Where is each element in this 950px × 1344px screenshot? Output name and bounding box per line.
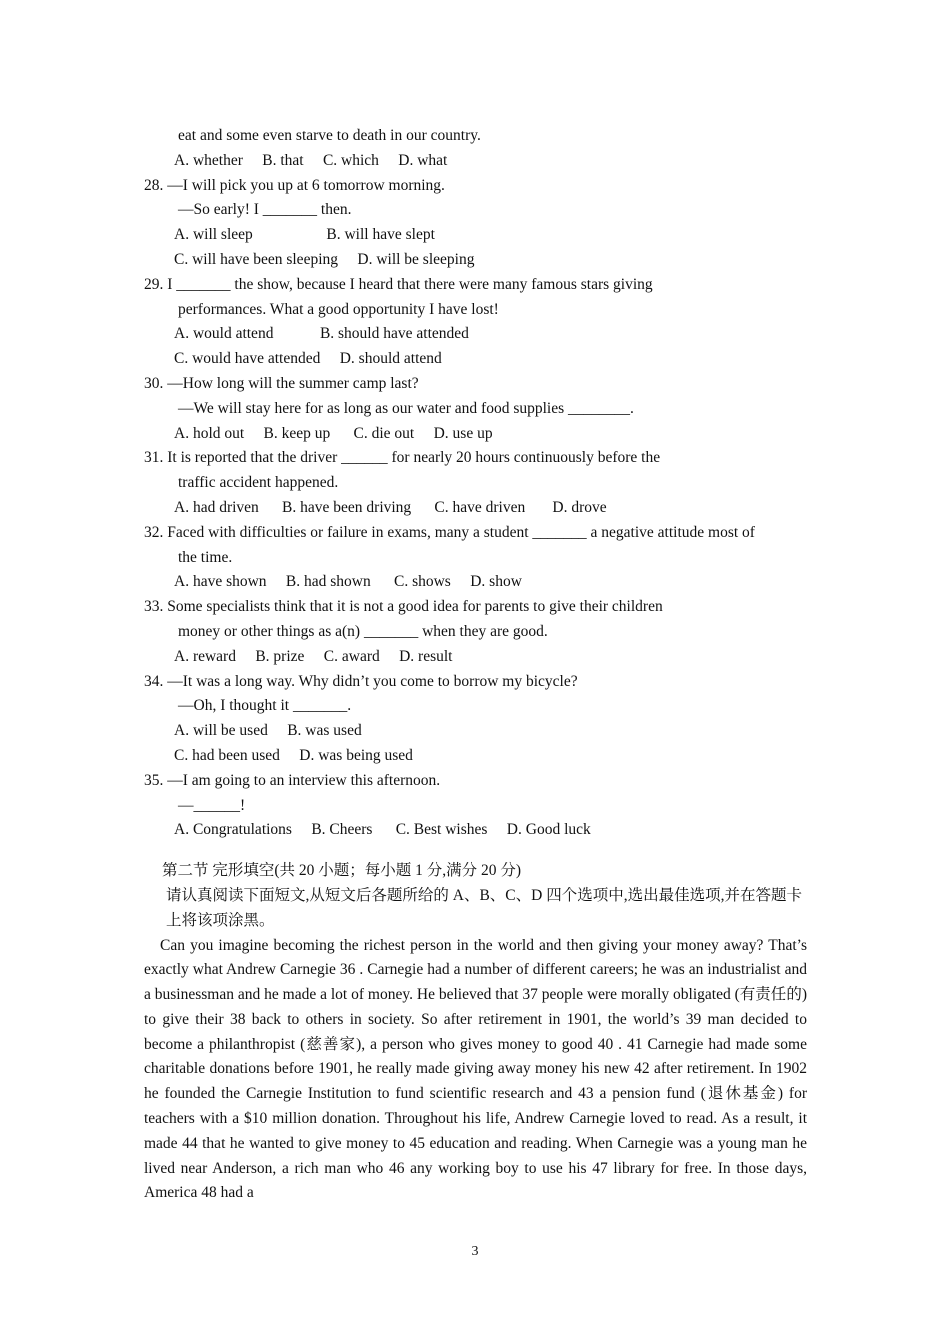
question-options: A. will sleep B. will have slept — [174, 226, 435, 244]
question-stem: 29. I _______ the show, because I heard that there were many famous stars giving — [144, 275, 653, 293]
question-block — [144, 372, 807, 446]
question-stem-line: traffic accident happened. — [178, 474, 339, 492]
question-options: C. would have attended D. should attend — [174, 350, 442, 368]
question-block — [144, 595, 807, 669]
page-number: 3 — [471, 1244, 479, 1259]
question-options: A. reward B. prize C. award D. result — [174, 647, 453, 665]
question-options: A. hold out B. keep up C. die out D. use up — [174, 424, 493, 442]
question-options: A. have shown B. had shown C. shows D. show — [174, 573, 522, 591]
question-stem: 31. It is reported that the driver ______ for nearly 20 hours continuously before the — [144, 449, 661, 467]
question-stem: 30. —How long will the summer camp last? — [144, 374, 419, 392]
question-options: A. will be used B. was used — [174, 722, 362, 740]
question-options: C. had been used D. was being used — [174, 746, 413, 764]
question-block — [144, 273, 807, 372]
question-options: A. had driven B. have been driving C. have driven D. drove — [174, 498, 607, 516]
question-stem-line: —We will stay here for as long as our water and food supplies ________. — [178, 399, 634, 417]
question-stem: 33. Some specialists think that it is not a good idea for parents to give their children — [144, 598, 663, 616]
question-stem: 28. —I will pick you up at 6 tomorrow morning. — [144, 176, 445, 194]
question-stem: 32. Faced with difficulties or failure in exams, many a student _______ a negative attitude most of — [144, 523, 755, 541]
question-stem-line: money or other things as a(n) _______ when they are good. — [178, 622, 548, 640]
question-block — [144, 446, 807, 520]
question-stem-line: —Oh, I thought it _______. — [178, 697, 352, 715]
page-content — [144, 124, 807, 1206]
question-block — [144, 174, 807, 273]
question-list — [144, 174, 807, 844]
question-stem: 35. —I am going to an interview this afternoon. — [144, 771, 441, 789]
question-stem-line: performances. What a good opportunity I have lost! — [178, 300, 499, 318]
question-stem-line: —So early! I _______ then. — [178, 201, 352, 219]
question-block — [144, 521, 807, 595]
question-block — [144, 670, 807, 769]
question-27-stem-continuation: eat and some even starve to death in our country. — [178, 127, 481, 144]
section-2-instruction: 请认真阅读下面短文,从短文后各题所给的 A、B、C、D 四个选项中,选出最佳选项,并在答题卡上将该项涂黑。 — [166, 886, 802, 929]
question-27-options: A. whether B. that C. which D. what — [174, 151, 448, 169]
question-options: A. would attend B. should have attended — [174, 325, 469, 343]
cloze-passage: Can you imagine becoming the richest person in the world and then giving your money away? That’s exactly what Andrew Carnegie 36 . Carnegie had a number of different careers; he was an industrialist and a businessman and he made a lot of money. He believed that 37 people were morally obligated (有责任的) to give their 38 back to others in society. So after retirement in 1901, the world’s 39 man decided to become a philanthropist (慈善家), a person who gives money to good 40 . 41 Carnegie had made some charitable donations before 1901, he really made giving away money his new 42 after retirement. In 1902 he founded the Carnegie Institution to fund scientific research and 43 a pension fund (退休基金) for teachers with a $10 million donation. Throughout his life, Andrew Carnegie loved to read. As a result, it made 44 that he wanted to give money to 45 education and reading. When Carnegie was a young man he lived near Anderson, a rich man who 46 any working boy to use his 47 library for free. In those days, America 48 had a — [144, 936, 807, 1202]
question-options: C. will have been sleeping D. will be sleeping — [174, 250, 475, 268]
question-stem-line: —______! — [178, 796, 246, 814]
question-options: A. Congratulations B. Cheers C. Best wishes D. Good luck — [174, 821, 591, 839]
question-stem-line: the time. — [178, 548, 233, 566]
section-2-title: 第二节 完形填空(共 20 小题；每小题 1 分,满分 20 分) — [162, 862, 522, 880]
question-stem: 34. —It was a long way. Why didn’t you come to borrow my bicycle? — [144, 672, 578, 690]
question-block — [144, 769, 807, 843]
